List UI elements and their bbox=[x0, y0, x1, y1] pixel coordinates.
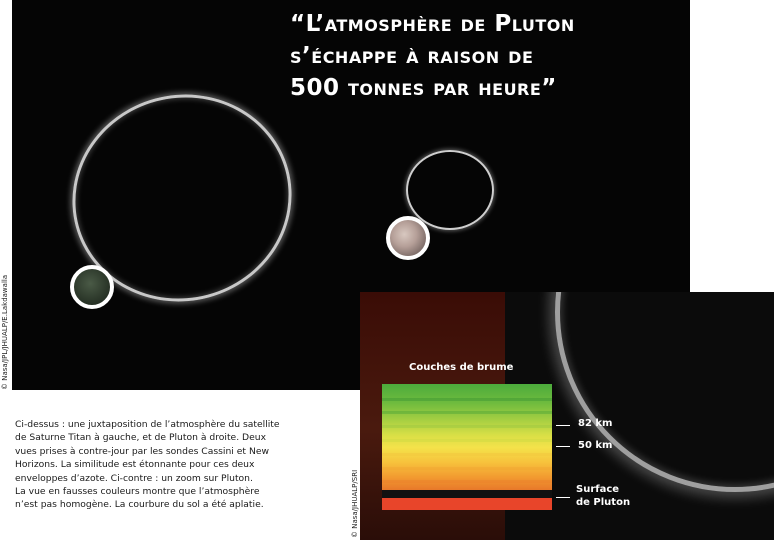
caption-line: vues prises à contre-jour par les sondes Cassini et New bbox=[15, 445, 269, 457]
photo-caption bbox=[15, 418, 345, 512]
photo-credit-zoom: © Nasa/JHUALP/SRI bbox=[351, 469, 359, 538]
caption-line: Horizons. La similitude est étonnante pour ces deux bbox=[15, 459, 255, 471]
tick-surface bbox=[556, 497, 570, 498]
titan-globe-inset bbox=[70, 265, 114, 309]
haze-streak bbox=[382, 398, 552, 401]
haze-streak bbox=[382, 439, 552, 442]
pluto-surface-bar bbox=[382, 498, 552, 510]
pluto-globe-inset bbox=[386, 216, 430, 260]
pluto-limb-glow bbox=[555, 292, 774, 492]
caption-line: n’est pas homogène. La courbure du sol a été aplatie. bbox=[15, 499, 264, 511]
caption-line: enveloppes d’azote. Ci-contre : un zoom sur Pluton. bbox=[15, 472, 253, 484]
haze-streak bbox=[382, 467, 552, 470]
haze-streak bbox=[382, 480, 552, 483]
caption-line: de Saturne Titan à gauche, et de Pluton à droite. Deux bbox=[15, 432, 267, 444]
tick-82-km bbox=[556, 425, 570, 426]
altitude-label-50: 50 km bbox=[578, 440, 613, 451]
tick-50-km bbox=[556, 446, 570, 447]
haze-streak bbox=[382, 425, 552, 428]
surface-label: Surface de Pluton bbox=[576, 484, 631, 508]
photo-credit-top: © Nasa/JPL/JHUALP/E.Lakdawalla bbox=[1, 274, 9, 390]
altitude-label-82: 82 km bbox=[578, 418, 613, 429]
haze-streak bbox=[382, 453, 552, 456]
caption-line: La vue en fausses couleurs montre que l’atmosphère bbox=[15, 486, 260, 498]
haze-layers-title: Couches de brume bbox=[409, 362, 514, 373]
haze-streak bbox=[382, 411, 552, 414]
pluto-surface-line bbox=[382, 490, 552, 498]
haze-layers-false-color bbox=[382, 384, 552, 490]
headline-quote: “L’atmosphère de Pluton s’échappe à raison de 500 tonnes par heure” bbox=[290, 11, 575, 101]
caption-line: Ci-dessus : une juxtaposition de l’atmosphère du satellite bbox=[15, 419, 280, 430]
pluto-atmosphere-ring bbox=[406, 150, 494, 230]
